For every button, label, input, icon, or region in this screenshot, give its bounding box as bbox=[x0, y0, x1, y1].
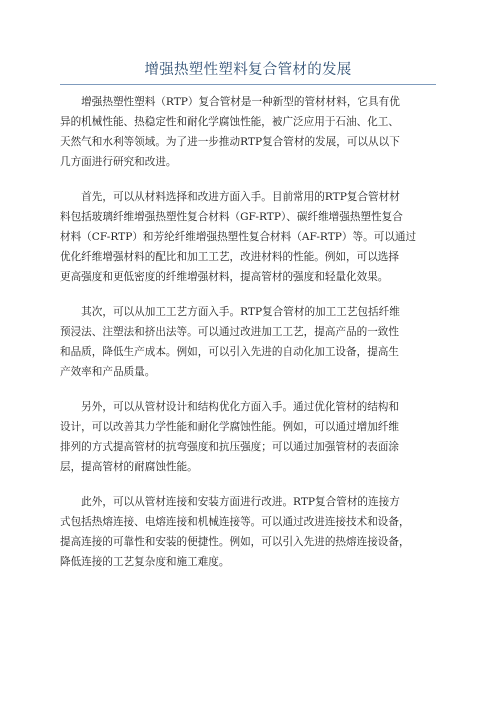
paragraph-intro: 增强热塑性塑料（RTP）复合管材是一种新型的管材材料，它具有优 异的机械性能、热稳定性和耐化学腐蚀性能，被广泛应用于石油、化工、 天然气和水利等领域。为了进一步推动RTP复合管材的发展，可以从以下 几方面进行研究和改进。 bbox=[60, 96, 400, 168]
paragraph-connection: 此外，可以从管材连接和安装方面进行改进。RTP复合管材的连接方 式包括热熔连接、电熔连接和机械连接等。可以通过改进连接技术和设备， 提高连接的可靠性和安装的便捷性。例如，可以引入先进的热熔连接设备， 降低连接的工艺复杂度和施工难度。 bbox=[60, 496, 410, 568]
document-title: 增强热塑性塑料复合管材的发展 bbox=[144, 62, 352, 78]
paragraph-design: 另外，可以从管材设计和结构优化方面入手。通过优化管材的结构和 设计，可以改善其力学性能和耐化学腐蚀性能。例如，可以通过增加纤维 排列的方式提高管材的抗弯强度和抗压强度；可以通过加强管材的表面涂 层，提高管材的耐腐蚀性能。 bbox=[60, 401, 399, 473]
paragraph-materials: 首先，可以从材料选择和改进方面入手。目前常用的RTP复合管材材 料包括玻璃纤维增强热塑性复合材料（GF-RTP）、碳纤维增强热塑性复合 材料（CF-RTP）和芳纶纤维增强热塑性复合材料（AF-RTP）等。可以通过 优化纤维增强材料的配比和加工工艺，改进材料的性能。例如，可以选择 更高强度和更低密度的纤维增强材料，提高管材的强度和轻量化效果。 bbox=[60, 191, 417, 283]
paragraph-processing: 其次，可以从加工工艺方面入手。RTP复合管材的加工工艺包括纤维 预浸法、注塑法和挤出法等。可以通过改进加工工艺，提高产品的一致性 和品质，降低生产成本。例如，可以引入先进的自动化加工设备，提高生 产效率和产品质量。 bbox=[60, 306, 400, 378]
document-body bbox=[60, 92, 436, 587]
title-underline bbox=[60, 84, 436, 85]
